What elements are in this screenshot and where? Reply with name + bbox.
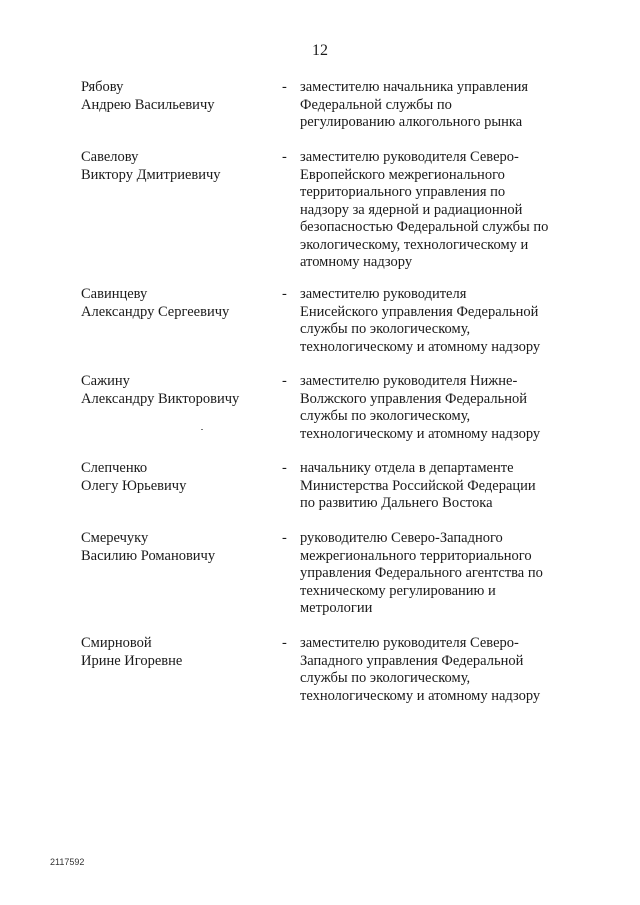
given-names: Александру Сергеевичу <box>81 303 230 320</box>
position-line: службы по экологическому, <box>300 408 471 424</box>
position-line: территориального управления по <box>300 184 506 200</box>
position-line: метрологии <box>300 600 373 616</box>
position-line: Европейского межрегионального <box>300 166 505 183</box>
position-line: надзору за ядерной и радиационной <box>300 201 523 218</box>
appointee-name <box>81 286 271 321</box>
surname: Смирновой <box>81 635 152 651</box>
appointee-position <box>300 635 562 705</box>
position-line: техническому регулированию и <box>300 582 496 599</box>
appointee-name <box>81 373 271 408</box>
appointee-position <box>300 149 562 272</box>
position-line: службы по экологическому, <box>300 321 471 337</box>
document-code: 2117592 <box>50 857 85 867</box>
dash: - <box>282 149 287 165</box>
list-item <box>0 460 640 530</box>
list-item <box>0 286 640 373</box>
appointee-name <box>81 530 271 565</box>
surname: Слепченко <box>81 460 148 476</box>
position-line: безопасностью Федеральной службы по <box>300 219 549 235</box>
given-names: Андрею Васильевичу <box>81 96 215 113</box>
position-line: заместителю руководителя Северо- <box>300 149 519 165</box>
position-line: управления Федерального агентства по <box>300 565 543 581</box>
given-names: Александру Викторовичу <box>81 390 240 407</box>
position-line: руководителю Северо-Западного <box>300 530 503 546</box>
given-names: Ирине Игоревне <box>81 652 183 669</box>
position-line: экологическому, технологическому и <box>300 236 529 253</box>
position-line: регулированию алкогольного рынка <box>300 114 523 130</box>
given-names: Олегу Юрьевичу <box>81 477 187 494</box>
appointee-position <box>300 373 562 443</box>
appointee-name <box>81 149 271 184</box>
position-line: технологическому и атомному надзору <box>300 425 541 442</box>
position-line: технологическому и атомному надзору <box>300 687 541 704</box>
dash: - <box>282 635 287 651</box>
appointee-position <box>300 79 562 132</box>
position-line: по развитию Дальнего Востока <box>300 495 493 511</box>
surname: Савинцеву <box>81 286 148 302</box>
scan-speck <box>201 429 203 430</box>
dash: - <box>282 530 287 546</box>
appointee-position <box>300 460 562 513</box>
appointee-position <box>300 286 562 356</box>
list-item <box>0 530 640 635</box>
list-item <box>0 79 640 149</box>
position-line: Волжского управления Федеральной <box>300 390 527 407</box>
position-line: начальнику отдела в департаменте <box>300 460 514 476</box>
list-item <box>0 635 640 715</box>
position-line: технологическому и атомному надзору <box>300 338 541 355</box>
given-names: Василию Романовичу <box>81 547 216 564</box>
surname: Савелову <box>81 149 139 165</box>
position-line: заместителю руководителя Северо- <box>300 635 519 651</box>
surname: Рябову <box>81 79 124 95</box>
position-line: межрегионального территориального <box>300 547 532 564</box>
position-line: Министерства Российской Федерации <box>300 477 536 494</box>
appointee-name <box>81 635 271 670</box>
position-line: заместителю руководителя Нижне- <box>300 373 518 389</box>
given-names: Виктору Дмитриевичу <box>81 166 221 183</box>
dash: - <box>282 79 287 95</box>
position-line: Енисейского управления Федеральной <box>300 303 539 320</box>
surname: Смеречуку <box>81 530 149 546</box>
position-line: заместителю начальника управления <box>300 79 529 95</box>
list-item <box>0 149 640 286</box>
page-number: 12 <box>312 42 328 59</box>
position-line: заместителю руководителя <box>300 286 467 302</box>
surname: Сажину <box>81 373 130 389</box>
dash: - <box>282 373 287 389</box>
dash: - <box>282 460 287 476</box>
position-line: Федеральной службы по <box>300 96 452 113</box>
appointee-name <box>81 460 271 495</box>
list-item <box>0 373 640 460</box>
position-line: службы по экологическому, <box>300 670 471 686</box>
position-line: атомному надзору <box>300 254 413 270</box>
appointee-name <box>81 79 271 114</box>
position-line: Западного управления Федеральной <box>300 652 524 669</box>
appointee-list <box>0 79 640 715</box>
dash: - <box>282 286 287 302</box>
appointee-position <box>300 530 562 618</box>
